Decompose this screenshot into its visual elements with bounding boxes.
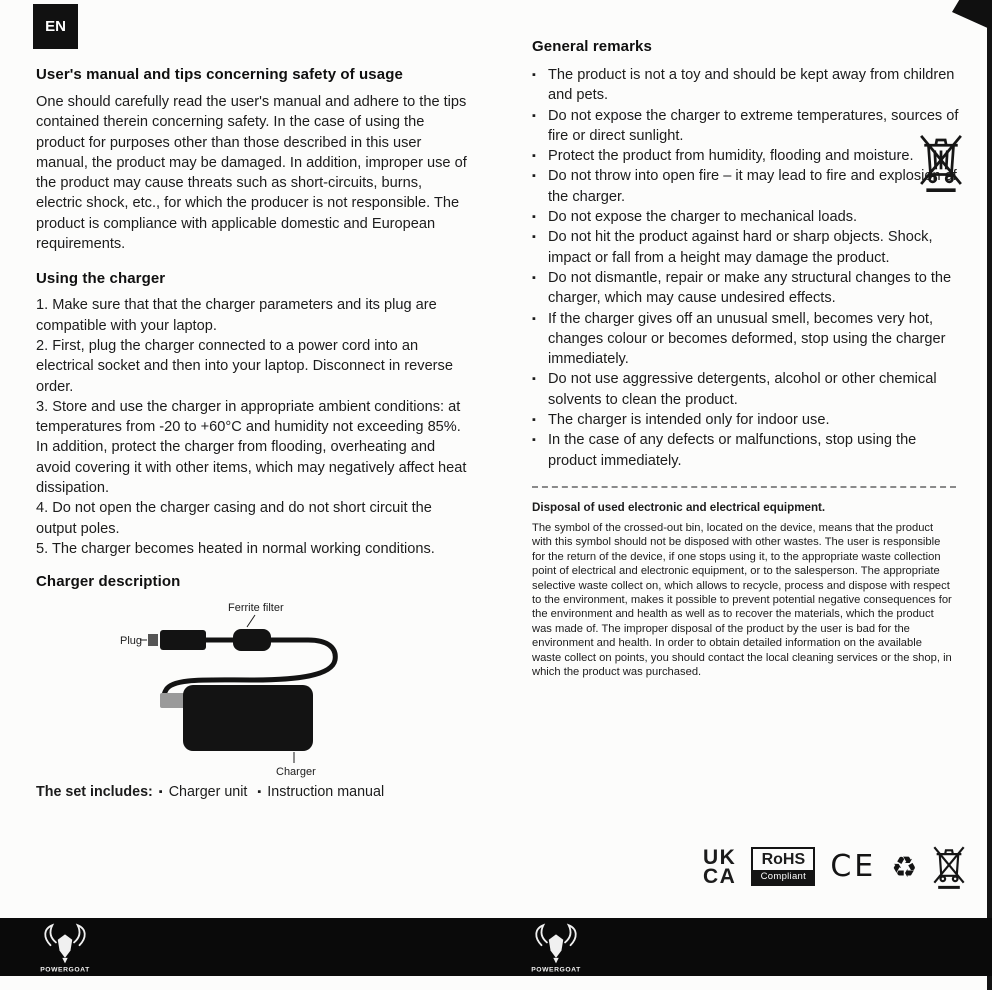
- list-item: [532, 410, 962, 430]
- dc-connector: [160, 693, 185, 708]
- ukca-mark: [703, 845, 737, 888]
- using-charger-list: [36, 295, 468, 559]
- bullet-icon: ▪: [532, 414, 536, 427]
- list-item: [532, 106, 962, 147]
- powergoat-logo: [527, 921, 585, 973]
- list-item: [532, 65, 962, 106]
- bullet-text: Protect the product from humidity, flooding and moisture.: [548, 148, 914, 165]
- bullet-text: The charger is intended only for indoor use.: [548, 412, 830, 429]
- charger-brick: [183, 685, 313, 751]
- bullet-text: Do not dismantle, repair or make any structural changes to the charger, which may cause undesired effects.: [548, 269, 952, 307]
- set-item: [257, 784, 384, 800]
- plug-tip: [148, 634, 158, 646]
- list-item: [532, 227, 962, 268]
- bullet-icon: ▪: [257, 786, 262, 799]
- brand-text: POWERGOAT: [40, 966, 90, 973]
- rohs-title: RoHS: [761, 851, 806, 868]
- bullet-text: Do not expose the charger to extreme temperatures, sources of fire or direct sunlight.: [548, 107, 959, 144]
- left-column: [36, 66, 468, 800]
- set-item: [159, 784, 248, 800]
- bullet-text: Do not use aggressive detergents, alcohol or other chemical solvents to clean the product.: [548, 371, 937, 408]
- list-item: [532, 430, 962, 471]
- goat-face: [58, 934, 73, 958]
- general-remarks-heading: General remarks: [532, 38, 652, 55]
- bullet-text: Do not throw into open fire – it may lead to fire and explosion of the charger.: [548, 168, 957, 205]
- goat-face: [549, 934, 564, 958]
- weee-bin-icon: [932, 843, 966, 890]
- list-item: [532, 268, 962, 309]
- list-item: [532, 309, 962, 370]
- bullet-icon: ▪: [532, 109, 536, 122]
- set-includes-list: [159, 784, 394, 800]
- list-item: [532, 207, 962, 227]
- ukca-bottom: CA: [703, 864, 737, 888]
- bullet-icon: ▪: [532, 69, 536, 81]
- bullet-icon: ▪: [532, 170, 536, 183]
- ukca-top: UK: [703, 845, 737, 869]
- recycling-icon: ♻: [891, 849, 918, 884]
- bullet-icon: ▪: [532, 211, 536, 224]
- weee-bin-icon: [918, 130, 964, 194]
- set-includes-label: The set includes:: [36, 784, 153, 801]
- list-item: 4. Do not open the charger casing and do not short circuit the output poles.: [36, 500, 432, 537]
- disposal-heading: Disposal of used electronic and electrical equipment.: [532, 500, 826, 514]
- brand-text: POWERGOAT: [531, 966, 581, 973]
- using-charger-heading: Using the charger: [36, 270, 166, 288]
- bullet-text: The product is not a toy and should be kept away from children and pets.: [548, 67, 955, 104]
- ferrite-filter-label: Ferrite filter: [228, 602, 284, 615]
- plug-label: Plug: [120, 635, 143, 648]
- bullet-icon: ▪: [532, 150, 536, 163]
- list-item: 5. The charger becomes heated in normal working conditions.: [36, 540, 435, 557]
- plug-body: [160, 630, 206, 650]
- language-badge: EN: [33, 4, 78, 49]
- general-remarks-list: [532, 65, 962, 471]
- rohs-subtitle: Compliant: [753, 870, 813, 884]
- bullet-text: If the charger gives off an unusual smell, becomes very hot, changes colour or becomes deformed, stop using the charger immediately.: [548, 310, 946, 368]
- charger-diagram: [36, 594, 468, 780]
- list-item: 2. First, plug the charger connected to a power cord into an electrical socket and then into your laptop. Disconnect in reverse order.: [36, 337, 453, 395]
- powergoat-logo: [36, 921, 94, 973]
- set-includes-line: [36, 784, 468, 800]
- page-corner-shadow: [952, 0, 992, 30]
- charger-label: Charger: [276, 766, 316, 779]
- dashed-divider: [532, 486, 956, 488]
- list-item: [532, 146, 962, 166]
- bullet-icon: ▪: [532, 231, 536, 244]
- bullet-icon: ▪: [532, 271, 536, 284]
- safety-heading: User's manual and tips concerning safety of usage: [36, 66, 403, 83]
- footer-band: [0, 918, 992, 976]
- bullet-text: Do not expose the charger to mechanical loads.: [548, 209, 858, 226]
- list-item: 3. Store and use the charger in appropriate ambient conditions: at temperatures from -20 to +60°C and humidity not exceeding 85%. In addition, protect the charger from flooding, overheating and avoid covering it with other items, which may negatively affect heat dissipation.: [36, 398, 467, 497]
- ferrite-filter: [233, 629, 271, 651]
- bullet-icon: ▪: [158, 786, 163, 799]
- bullet-icon: ▪: [532, 373, 536, 386]
- charger-description-heading: Charger description: [36, 573, 181, 591]
- certification-marks: [703, 843, 966, 890]
- bullet-icon: ▪: [532, 434, 536, 447]
- list-item: 1. Make sure that that the charger parameters and its plug are compatible with your laptop.: [36, 297, 437, 334]
- set-item-text: Charger unit: [168, 784, 248, 801]
- bullet-text: In the case of any defects or malfunctions, stop using the product immediately.: [548, 432, 917, 469]
- safety-paragraph: One should carefully read the user's manual and adhere to the tips contained therein concerning safety. In the case of using the product for purposes other than those described in this user manual, the product may be damaged. In addition, improper use of the product may cause threats such as short-circuits, burns, electric shock, etc., for which the producer is not responsible. The product is compliance with applicable domestic and European requirements.: [36, 94, 467, 253]
- ferrite-pointer-line: [247, 615, 255, 627]
- ce-mark: CE: [830, 849, 877, 884]
- page-edge-shadow: [987, 0, 992, 990]
- set-item-text: Instruction manual: [267, 784, 385, 801]
- bullet-icon: ▪: [532, 312, 536, 325]
- rohs-mark: [751, 847, 815, 886]
- list-item: [532, 369, 962, 410]
- disposal-body: The symbol of the crossed-out bin, located on the device, means that the product with this symbol should not be disposed with other wastes. The user is responsible for the return of the device, if one stops using it, to the appropriate waste collection point of electrical and electronic equipment, or to the salesperson. The appropriate selective waste collect on, which allows to recycle, process and dispose with respect to the environment, makes it possible to prevent potential negative consequences for the environment and health as well as to recover the materials, which the product was made of. The improper disposal of the product by the user is bad for the environment and health. In order to obtain detailed information on the available waste collect on points, you should contact the local cleaning services or the shop, in which the product was purchased.: [532, 521, 952, 678]
- bullet-text: Do not hit the product against hard or sharp objects. Shock, impact or fall from a height may damage the product.: [548, 229, 933, 266]
- right-column: [532, 38, 962, 679]
- list-item: [532, 166, 962, 207]
